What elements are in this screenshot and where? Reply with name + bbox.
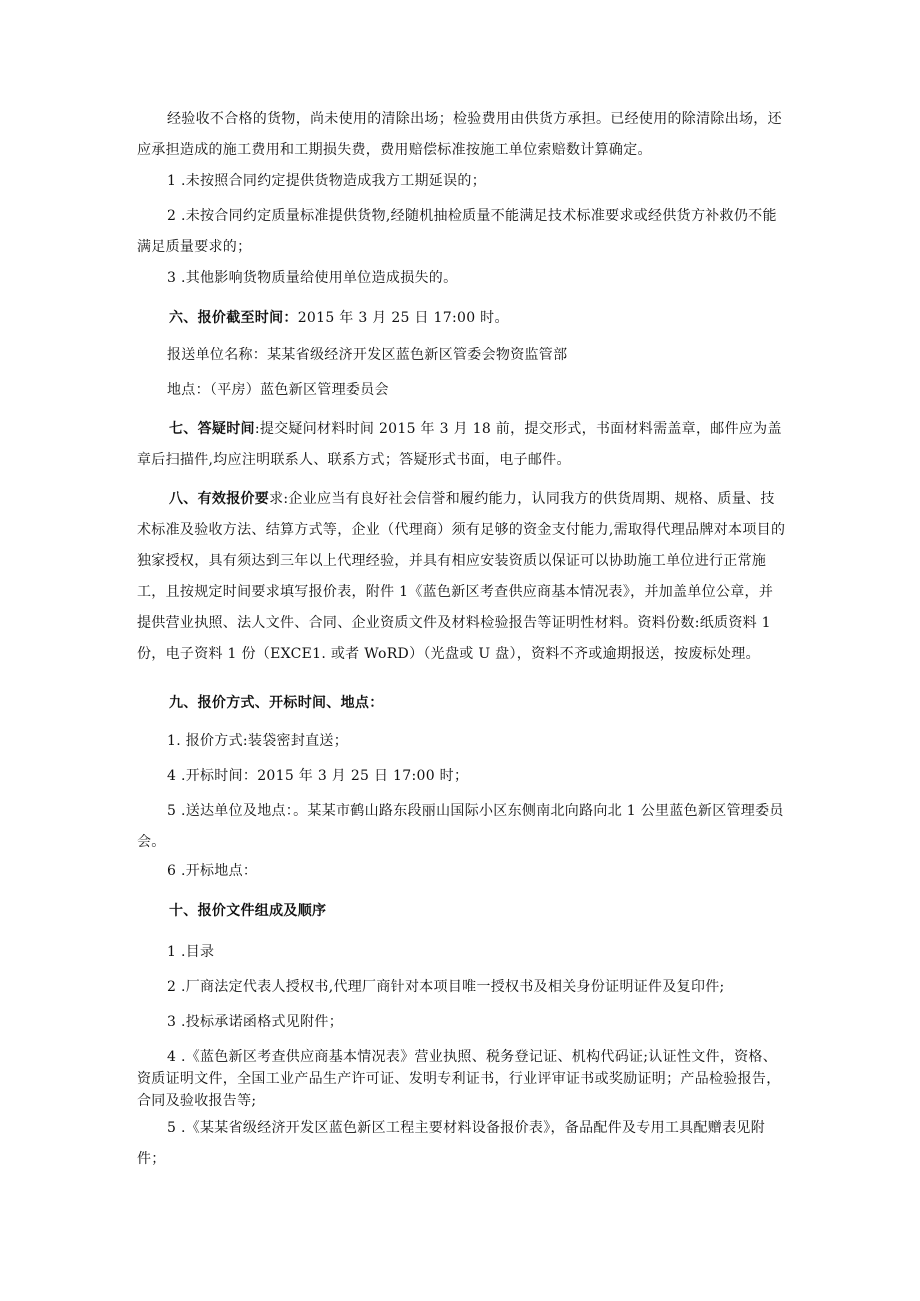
list-item: 4 .《蓝色新区考查供应商基本情况表》营业执照、税务登记证、机构代码证;认证性文件，资格、资质证明文件，全国工业产品生产许可证、发明专利证书，行业评审证书或奖励证明；产品检验报告，合同及验收报告等; (137, 1049, 781, 1109)
list-item: 4 .开标时间：2015 年 3 月 25 日 17:00 时； (167, 768, 469, 784)
section-text: 2015 年 3 月 25 日 17:00 时。 (297, 310, 509, 326)
unit-name: 报送单位名称：某某省级经济开发区蓝色新区管委会物资监管部 (167, 347, 568, 363)
list-item: 5 .送达单位及地点：。某某市鹤山路东段丽山国际小区东侧南北向路向北 1 公里蓝色新区管理委员会。 (137, 803, 784, 850)
section-7 (137, 414, 787, 476)
section-heading: 七、答疑时间 (169, 421, 255, 437)
section-heading: 六、报价截至时间： (169, 310, 298, 326)
list-item: 2 .厂商法定代表人授权书,代理厂商针对本项目唯一授权书及相关身份证明证件及复印件; (167, 979, 725, 995)
list-item: 5 .《某某省级经济开发区蓝色新区工程主要材料设备报价表》，备品配件及专用工具配赠表见附件； (137, 1120, 766, 1167)
section-heading: 八、有效报价要 (169, 491, 270, 507)
section-text: 求:企业应当有良好社会信誉和履约能力，认同我方的供货周期、规格、质量、技术标准及验收方法、结算方式等，企业（代理商）须有足够的资金支付能力,需取得代理品牌对本项目的独家授权，具有须达到三年以上代理经验，并具有相应安装资质以保证可以协助施工单位进行正常施工，且按规定时间要求填写报价表，附件 1《蓝色新区考查供应商基本情况表》，并加盖单位公章，并提供营业执照、法人文件、合同、企业资质文件及材料检验报告等证明性材料。资料份数:纸质资料 1 份，电子资料 1 份（EXCE1. 或者 WoRD）（光盘或 U 盘），资料不齐或逾期报送，按废标处理。 (137, 491, 786, 662)
list-item: 1. 报价方式:装袋密封直送； (167, 733, 349, 749)
section-8 (137, 484, 787, 670)
list-item: 2 .未按合同约定质量标准提供货物,经随机抽检质量不能满足技术标准要求或经供货方补救仍不能满足质量要求的； (137, 208, 777, 255)
list-item: 3 .其他影响货物质量给使用单位造成损失的。 (167, 270, 458, 286)
section-10-heading: 十、报价文件组成及顺序 (169, 903, 327, 919)
list-item: 6 .开标地点： (167, 863, 258, 879)
paragraph-inspection: 经验收不合格的货物，尚未使用的清除出场；检验费用由供货方承担。已经使用的除清除出场，还应承担造成的施工费用和工期损失费，费用赔偿标准按施工单位索赔数计算确定。 (137, 111, 782, 158)
list-item: 1 .未按照合同约定提供货物造成我方工期延误的； (167, 173, 487, 189)
section-text: :提交疑问材料时间 2015 年 3 月 18 前，提交形式，书面材料需盖章，邮件应为盖章后扫描件,均应注明联系人、联系方式；答疑形式书面，电子邮件。 (137, 421, 782, 468)
section-9-heading: 九、报价方式、开标时间、地点： (169, 695, 384, 711)
list-item: 3 .投标承诺函格式见附件； (167, 1014, 344, 1030)
location: 地点：（平房）蓝色新区管理委员会 (167, 382, 389, 398)
list-item: 1 .目录 (167, 944, 215, 960)
section-6 (137, 303, 787, 334)
